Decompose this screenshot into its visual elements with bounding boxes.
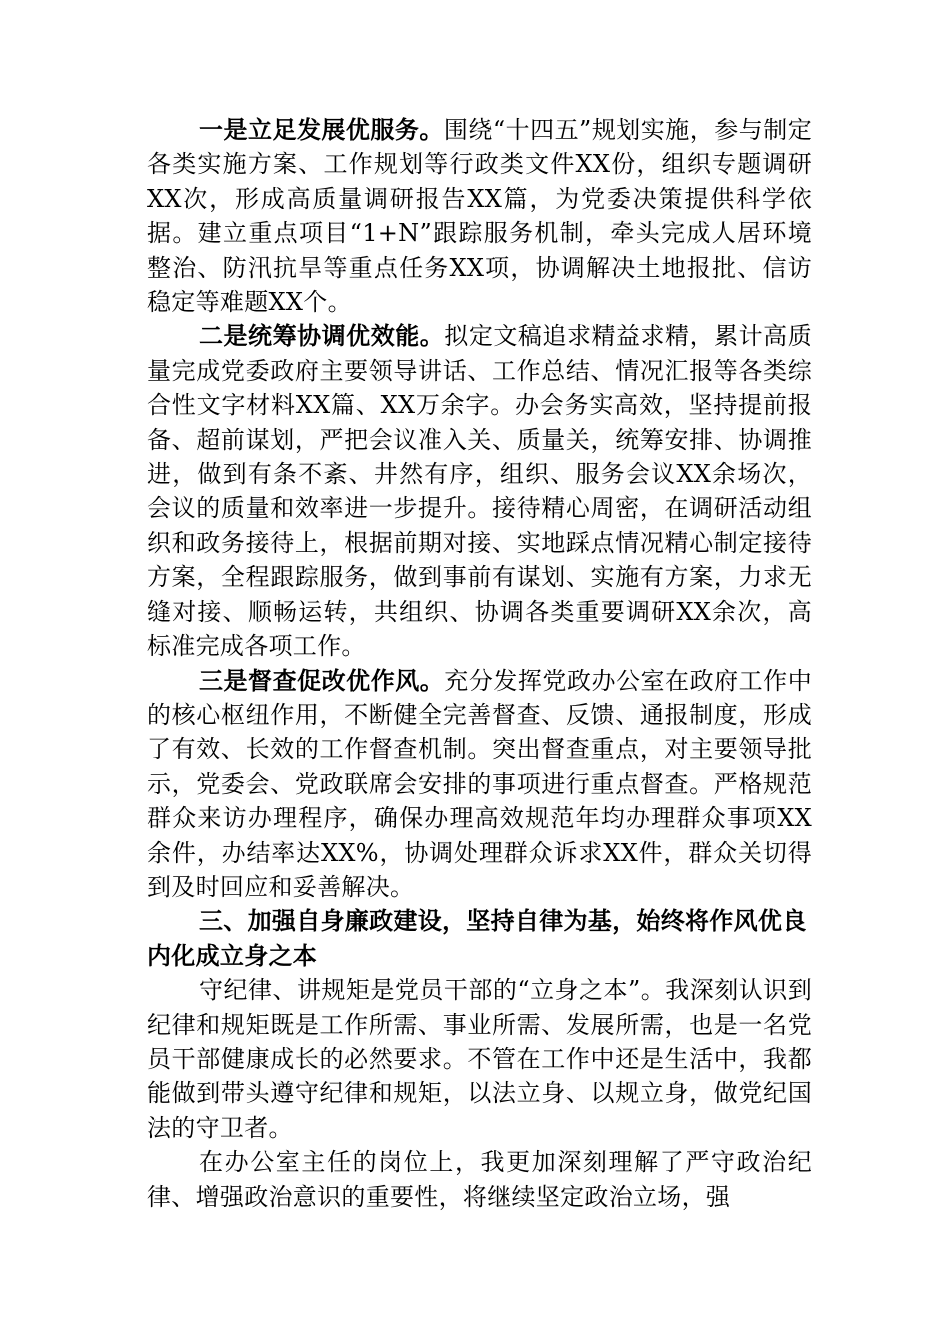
paragraph-text: 充分发挥党政办公室在政府工作中的核心枢纽作用，不断健全完善督查、反馈、通报制度，形成了有效、长效的工作督查机制。突出督查重点，对主要领导批示，党委会、党政联席会安排的事项进行重点督查。严格规范群众来访办理程序，确保办理高效规范年均办理群众事项XX余件，办结率达XX%，协调处理群众诉求XX件，群众关切得到及时回应和妥善解决。 [147,666,813,901]
paragraph-efficiency [147,319,812,663]
section-heading: 三、加强自身廉政建设，坚持自律为基，始终将作风优良内化成立身之本 [147,906,807,970]
paragraph-lead: 一是立足发展优服务。 [199,115,444,144]
paragraph-director-role: 在办公室主任的岗位上，我更加深刻理解了严守政治纪律、增强政治意识的重要性，将继续坚定政治立场，强 [147,1148,812,1211]
paragraph-text: 拟定文稿追求精益求精，累计高质量完成党委政府主要领导讲话、工作总结、情况汇报等各类综合性文字材料XX篇、XX万余字。办会务实高效，坚持提前报备、超前谋划，严把会议准入关、质量关，统筹安排、协调推进，做到有条不紊、井然有序，组织、服务会议XX余场次，会议的质量和效率进一步提升。接待精心周密，在调研活动组织和政务接待上，根据前期对接、实地踩点情况精心制定接待方案，全程跟踪服务，做到事前有谋划、实施有方案，力求无缝对接、顺畅运转，共组织、协调各类重要调研XX余次，高标准完成各项工作。 [147,322,813,661]
paragraph-supervision [147,664,812,905]
paragraph-lead: 三是督查促改优作风。 [199,665,445,695]
document-page [147,113,812,1214]
paragraph-discipline: 守纪律、讲规矩是党员干部的“立身之本”。我深刻认识到纪律和规矩既是工作所需、事业所需、发展所需，也是一名党员干部健康成长的必然要求。不管在工作中还是生活中，我都能做到带头遵守纪律和规矩，以法立身、以规立身，做党纪国法的守卫者。 [147,976,812,1142]
paragraph-service [147,113,812,319]
paragraph-lead: 二是统筹协调优效能。 [199,321,445,351]
paragraph-text: 围绕“十四五”规划实施，参与制定各类实施方案、工作规划等行政类文件XX份，组织专题调研XX次，形成高质量调研报告XX篇，为党委决策提供科学依据。建立重点项目“1+N”跟踪服务机制，牵头完成人居环境整治、防汛抗旱等重点任务XX项，协调解决土地报批、信访稳定等难题XX个。 [147,116,813,317]
